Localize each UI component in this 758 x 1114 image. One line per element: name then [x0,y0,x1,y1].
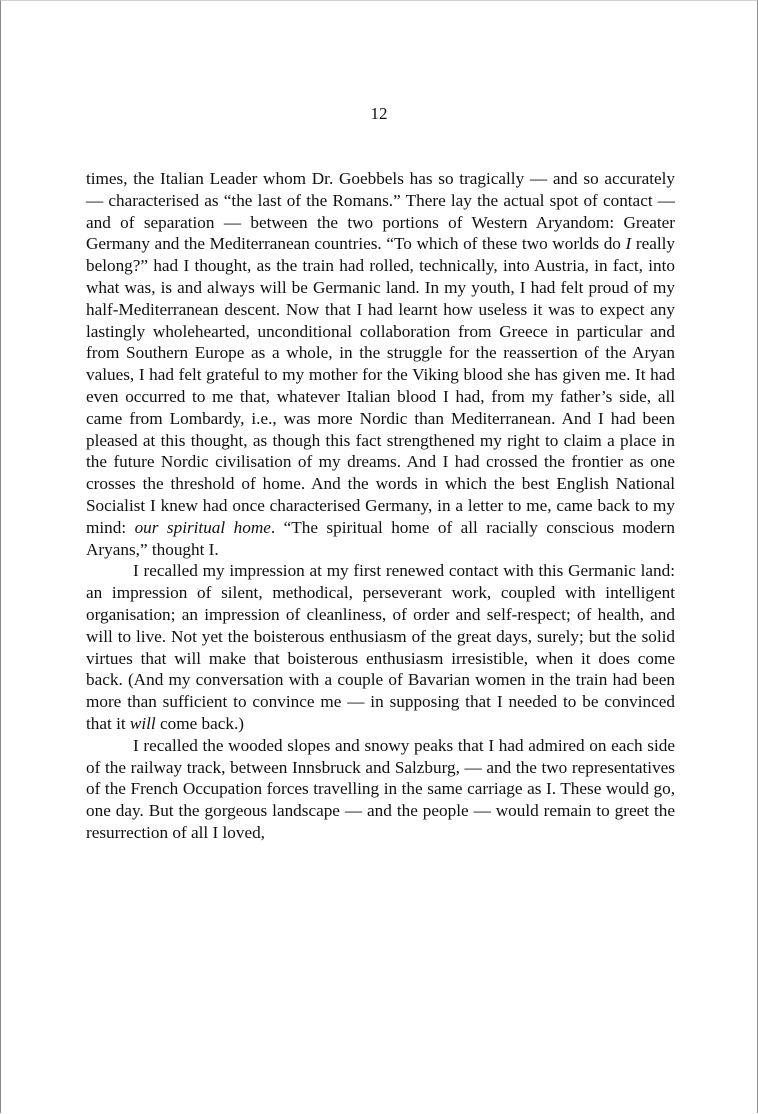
body-text [86,168,675,844]
italic-text-segment: our spiritual home [134,517,271,537]
paragraph-2 [86,560,675,734]
text-segment: I recalled my impression at my first renewed contact with this Germanic land: an impression of silent, methodical, perseverant work, coupled with intelligent organisation; an impression of cleanliness, of order and self-respect; of health, and will to live. Not yet the boisterous enthusiasm of the great days, surely; but the solid virtues that will make that boisterous enthusiasm irresistible, when it does come back. (And my conversation with a couple of Bavarian women in the train had been more than sufficient to convince me — in supposing that I needed to be convinced that it [86,561,675,733]
text-segment: I recalled the wooded slopes and snowy peaks that I had admired on each side of the railway track, between Innsbruck and Salzburg, — and the two representatives of the French Occupation forces travelling in the same carriage as I. These would go, one day. But the gorgeous landscape — and the people — would remain to greet the resurrection of all I loved, [86,735,675,842]
page-number: 12 [370,104,388,123]
text-segment: come back.) [155,713,244,733]
text-segment: times, the Italian Leader whom Dr. Goebbels has so tragically — and so accurately — characterised as “the last of the Romans.” There lay the actual spot of contact — and of separation — between the two portions of Western Aryandom: Greater Germany and the Mediterranean countries. “To which of these two worlds do [86,169,675,254]
paragraph-1 [86,168,675,560]
paragraph-3 [86,735,675,844]
text-segment: . “The spiritual home of all racially conscious modern Aryans,” thought I. [86,517,675,559]
italic-text-segment: I [625,234,632,254]
text-segment: really belong?” had I thought, as the train had rolled, technically, into Austria, in fact, into what was, is and always will be Germanic land. In my youth, I had felt proud of my half-Mediterranean descent. Now that I had learnt how useless it was to expect any lastingly wholehearted, unconditional collaboration from Greece in particular and from Southern Europe as a whole, in the struggle for the reassertion of the Aryan values, I had felt grateful to my mother for the Viking blood she has given me. It had even occurred to me that, whatever Italian blood I had, from my father’s side, all came from Lombardy, i.e., was more Nordic than Mediterranean. And I had been pleased at this thought, as though this fact strengthened my right to claim a place in the future Nordic civilisation of my dreams. And I had crossed the frontier as one crosses the threshold of home. And the words in which the best English National Socialist I knew had once characterised Germany, in a letter to me, came back to my mind: [86,234,675,537]
italic-text-segment: will [129,713,156,733]
